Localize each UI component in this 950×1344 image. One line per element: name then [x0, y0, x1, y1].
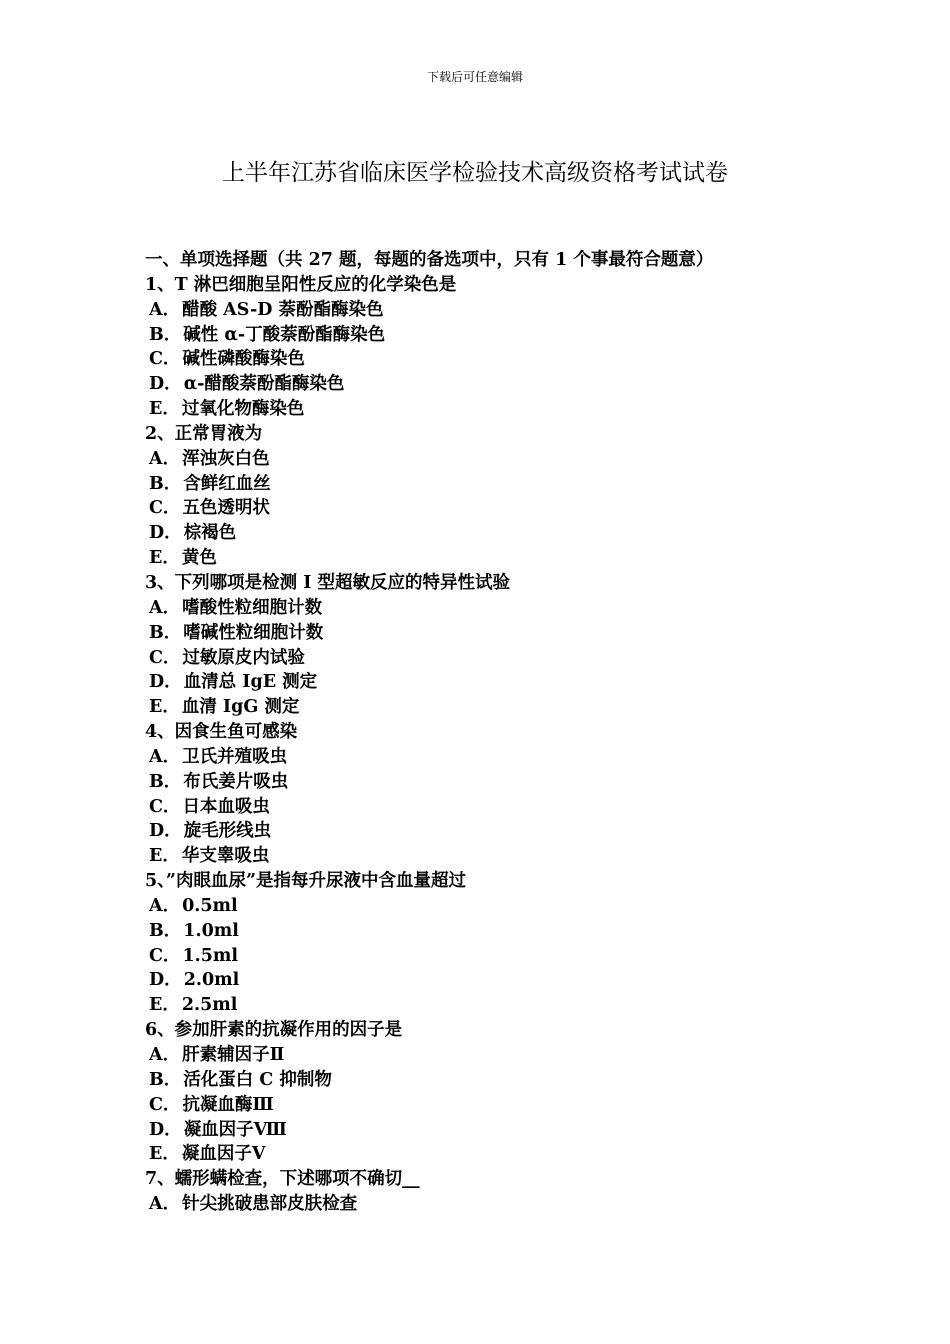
- option-text: 血清总 IgE 测定: [183, 672, 318, 693]
- option-text: 0.5ml: [182, 895, 238, 916]
- option-text: 黄色: [181, 548, 217, 569]
- option-letter: D．: [149, 672, 182, 693]
- option-text: 过敏原皮内试验: [182, 647, 305, 668]
- option-text: 凝血因子Ⅴ: [181, 1144, 266, 1165]
- answer-option: [145, 1142, 905, 1167]
- answer-option: [145, 919, 905, 944]
- answer-option: [145, 472, 905, 497]
- option-letter: A．: [149, 597, 181, 618]
- option-text: 嗜酸性粒细胞计数: [182, 597, 323, 618]
- option-text: 日本血吸虫: [182, 796, 270, 817]
- option-letter: A．: [149, 1194, 181, 1215]
- answer-option: [145, 347, 905, 372]
- question-stem: 5、”肉眼血尿”是指每升尿液中含血量超过: [145, 871, 467, 892]
- answer-option: [145, 670, 905, 695]
- answer-option: [145, 819, 905, 844]
- answer-option: [145, 1118, 905, 1143]
- option-letter: C．: [149, 796, 181, 817]
- answer-option: [145, 795, 905, 820]
- answer-option: [145, 372, 905, 397]
- option-text: 含鲜红血丝: [183, 473, 271, 494]
- answer-option: [145, 894, 905, 919]
- answer-option: [145, 596, 905, 621]
- option-letter: B．: [149, 473, 182, 494]
- option-text: α-醋酸萘酚酯酶染色: [183, 374, 345, 395]
- option-letter: C．: [149, 498, 181, 519]
- option-text: 2.5ml: [181, 995, 238, 1016]
- option-text: 碱性 α-丁酸萘酚酯酶染色: [183, 324, 386, 345]
- option-letter: B．: [149, 622, 182, 643]
- answer-option: [145, 695, 905, 720]
- option-letter: E．: [149, 548, 180, 569]
- answer-option: [145, 546, 905, 571]
- option-text: 肝素辅因子Ⅱ: [182, 1045, 285, 1065]
- option-letter: E．: [149, 846, 180, 867]
- option-letter: A．: [149, 746, 181, 767]
- question-stem: 7、蠕形螨检查，下述哪项不确切__: [145, 1169, 420, 1190]
- answer-option: [145, 1192, 905, 1217]
- answer-option: [145, 1093, 905, 1118]
- option-text: 血清 IgG 测定: [181, 697, 300, 718]
- answer-option: [145, 770, 905, 795]
- option-letter: A．: [149, 448, 181, 469]
- option-letter: B．: [149, 324, 182, 345]
- option-text: 1.5ml: [182, 945, 239, 966]
- option-text: 华支睾吸虫: [181, 846, 270, 867]
- option-letter: C．: [149, 945, 181, 966]
- option-letter: D．: [149, 970, 182, 991]
- option-letter: E．: [149, 399, 180, 420]
- option-text: 抗凝血酶Ⅲ: [182, 1094, 274, 1115]
- option-text: 针尖挑破患部皮肤检查: [182, 1194, 358, 1215]
- answer-option: [145, 1068, 905, 1093]
- option-letter: C．: [149, 349, 181, 370]
- option-letter: A．: [149, 1045, 181, 1065]
- option-letter: D．: [149, 821, 182, 842]
- option-text: 2.0ml: [183, 970, 240, 991]
- option-letter: B．: [149, 920, 182, 941]
- option-text: 布氏姜片吸虫: [183, 771, 289, 792]
- answer-option: [145, 944, 905, 969]
- option-letter: B．: [149, 771, 182, 792]
- option-text: 浑浊灰白色: [182, 448, 270, 469]
- option-text: 卫氏并殖吸虫: [182, 746, 288, 767]
- option-text: 醋酸 AS-D 萘酚酯酶染色: [182, 299, 384, 320]
- answer-option: [145, 844, 905, 869]
- answer-option: [145, 298, 905, 323]
- option-letter: B．: [149, 1069, 182, 1090]
- answer-option: [145, 397, 905, 422]
- option-letter: E．: [149, 995, 180, 1016]
- option-letter: D．: [149, 1119, 182, 1140]
- option-text: 凝血因子Ⅷ: [183, 1119, 287, 1140]
- exam-content: [145, 248, 905, 1217]
- option-text: 嗜碱性粒细胞计数: [183, 622, 324, 643]
- answer-option: [145, 621, 905, 646]
- answer-option: [145, 447, 905, 472]
- answer-option: [145, 1043, 905, 1068]
- section-heading: 一、单项选择题（共 27 题，每题的备选项中，只有 1 个事最符合题意）: [145, 250, 714, 270]
- option-text: 旋毛形线虫: [183, 821, 272, 842]
- question-stem: 6、参加肝素的抗凝作用的因子是: [145, 1020, 403, 1041]
- question-list: [145, 273, 905, 1217]
- answer-option: [145, 496, 905, 521]
- answer-option: [145, 323, 905, 348]
- option-text: 活化蛋白 C 抑制物: [183, 1069, 332, 1090]
- answer-option: [145, 745, 905, 770]
- option-letter: A．: [149, 299, 181, 320]
- option-text: 棕褐色: [183, 523, 237, 544]
- option-letter: E．: [149, 697, 180, 718]
- question-stem: 3、下列哪项是检测 I 型超敏反应的特异性试验: [145, 572, 511, 593]
- header-note: 下载后可任意编辑: [426, 70, 523, 84]
- option-letter: D．: [149, 523, 182, 544]
- option-letter: A．: [149, 895, 181, 916]
- option-letter: C．: [149, 1094, 181, 1115]
- question-stem: 4、因食生鱼可感染: [145, 722, 298, 743]
- option-letter: C．: [149, 647, 181, 668]
- option-letter: E．: [149, 1144, 180, 1165]
- option-text: 碱性磷酸酶染色: [182, 349, 305, 370]
- answer-option: [145, 968, 905, 993]
- question-stem: 2、正常胃液为: [145, 423, 263, 444]
- option-text: 五色透明状: [182, 498, 270, 519]
- answer-option: [145, 646, 905, 671]
- answer-option: [145, 993, 905, 1018]
- option-text: 过氧化物酶染色: [181, 399, 305, 420]
- option-letter: D．: [149, 374, 182, 395]
- question-stem: 1、T 淋巴细胞呈阳性反应的化学染色是: [145, 274, 457, 295]
- option-text: 1.0ml: [183, 920, 239, 941]
- answer-option: [145, 521, 905, 546]
- document-title: 上半年江苏省临床医学检验技术高级资格考试试卷: [222, 160, 728, 186]
